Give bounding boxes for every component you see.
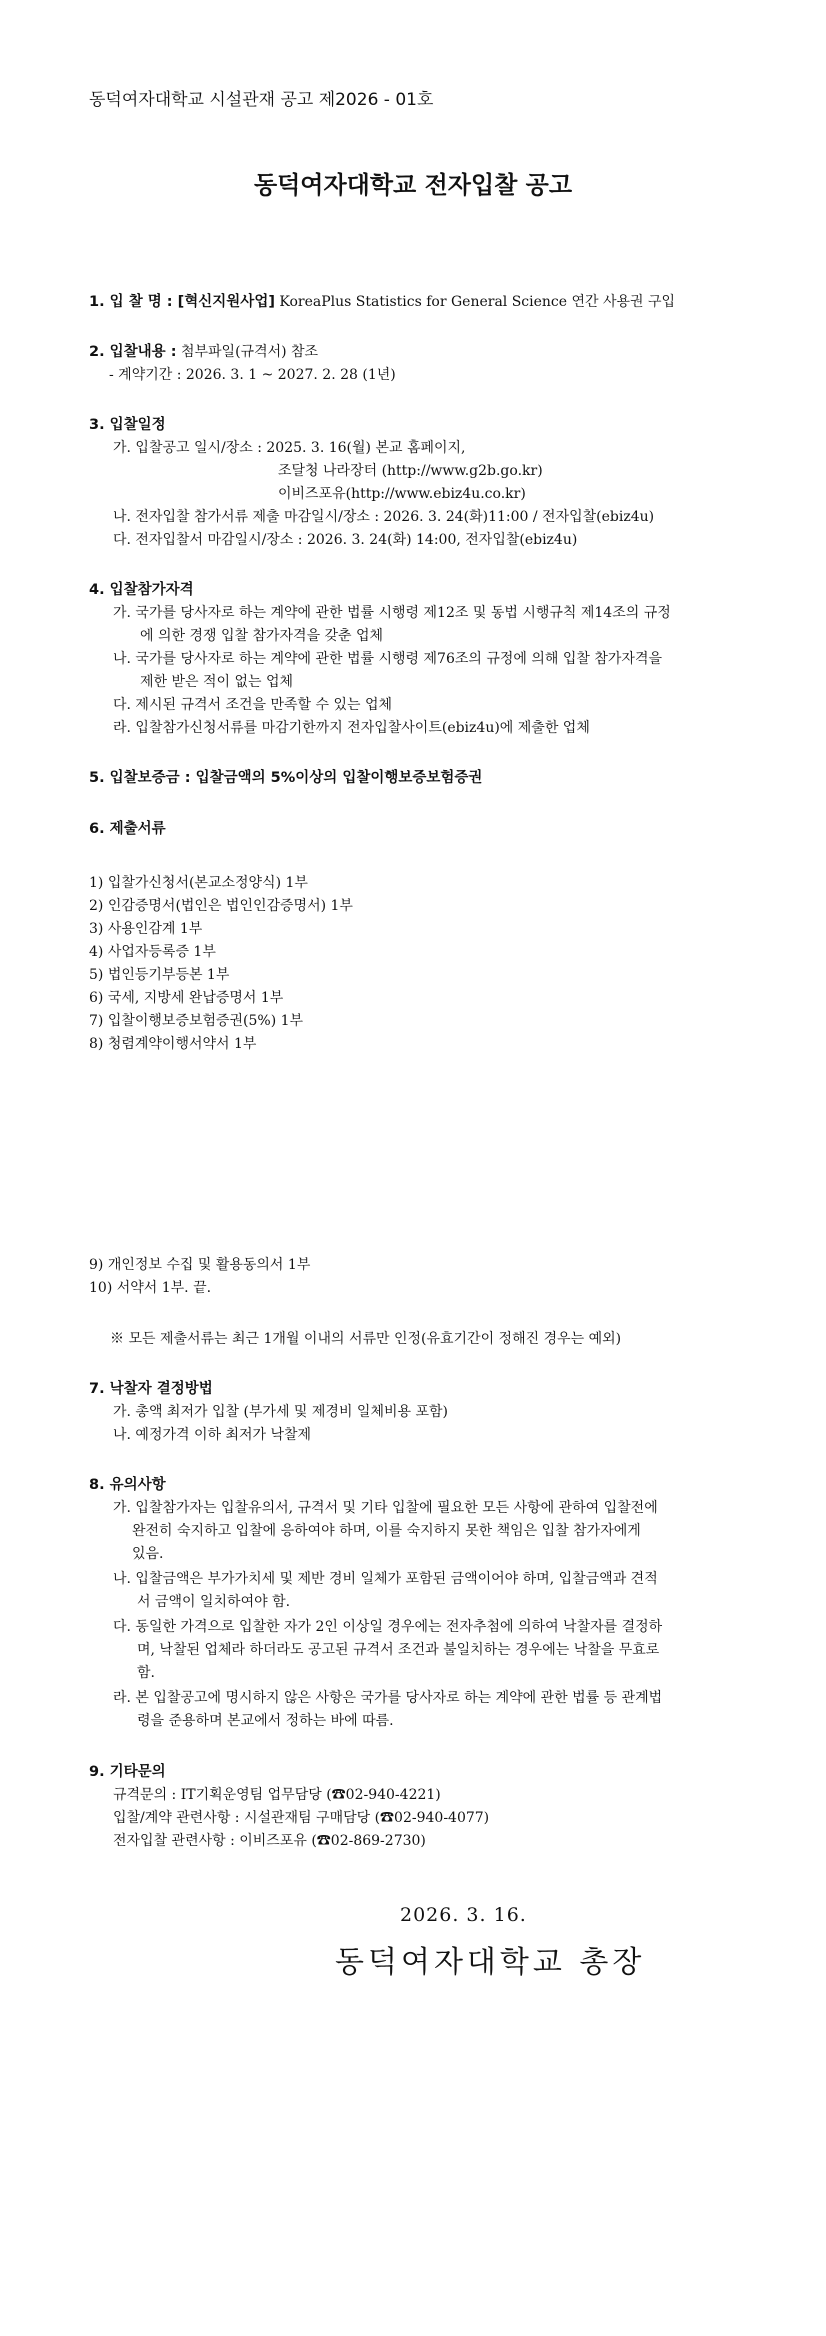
caution-item-c-cont: 며, 낙찰된 업체라 하더라도 공고된 규격서 조건과 불일치하는 경우에는 낙찰을 무효로	[137, 1642, 660, 1658]
qualification-item-c: 다. 제시된 규격서 조건을 만족할 수 있는 업체	[113, 697, 393, 713]
caution-item-b: 나. 입찰금액은 부가가치세 및 제반 경비 일체가 포함된 금액이어야 하며, 입찰금액과 견적	[113, 1571, 658, 1587]
section-7-heading: 7. 낙찰자 결정방법	[89, 1381, 213, 1397]
document-item: 9) 개인정보 수집 및 활용동의서 1부	[89, 1257, 311, 1273]
qualification-item-d: 라. 입찰참가신청서류를 마감기한까지 전자입찰사이트(ebiz4u)에 제출한 업체	[113, 720, 590, 736]
schedule-item-a: 가. 입찰공고 일시/장소 : 2025. 3. 16(월) 본교 홈페이지,	[113, 440, 466, 456]
contract-period: - 계약기간 : 2026. 3. 1 ~ 2027. 2. 28 (1년)	[109, 367, 396, 383]
qualification-item-a: 가. 국가를 당사자로 하는 계약에 관한 법률 시행령 제12조 및 동법 시행규칙 제14조의 규정	[113, 605, 671, 621]
schedule-item-a-g2b: 조달청 나라장터 (http://www.g2b.go.kr)	[278, 463, 543, 479]
document-item: 7) 입찰이행보증보험증권(5%) 1부	[89, 1013, 304, 1029]
schedule-item-c: 다. 전자입찰서 마감일시/장소 : 2026. 3. 24(화) 14:00, 전자입찰(ebiz4u)	[113, 532, 578, 548]
qualification-item-a-cont: 에 의한 경쟁 입찰 참가자격을 갖춘 업체	[140, 628, 384, 644]
section-1-text: KoreaPlus Statistics for General Science 연간 사용권 구입	[279, 294, 676, 310]
schedule-item-b: 나. 전자입찰 참가서류 제출 마감일시/장소 : 2026. 3. 24(화)11:00 / 전자입찰(ebiz4u)	[113, 509, 655, 525]
notice-date: 2026. 3. 16.	[400, 1904, 527, 1926]
caution-item-d-cont: 령을 준용하며 본교에서 정하는 바에 따름.	[137, 1713, 394, 1729]
page-title: 동덕여자대학교 전자입찰 공고	[253, 171, 573, 199]
caution-item-c-cont: 함.	[137, 1665, 155, 1681]
caution-item-c: 다. 동일한 가격으로 입찰한 자가 2인 이상일 경우에는 전자추첨에 의하여 낙찰자를 결정하	[113, 1619, 663, 1635]
caution-item-a-cont: 완전히 숙지하고 입찰에 응하여야 하며, 이를 숙지하지 못한 책임은 입찰 참가자에게	[132, 1523, 641, 1539]
document-item: 1) 입찰가신청서(본교소정양식) 1부	[89, 875, 308, 891]
contact-spec: 규격문의 : IT기획운영팀 업무담당 (☎02-940-4221)	[113, 1787, 441, 1803]
notice-number: 동덕여자대학교 시설관재 공고 제2026 - 01호	[89, 90, 434, 110]
caution-item-d: 라. 본 입찰공고에 명시하지 않은 사항은 국가를 당사자로 하는 계약에 관한 법률 등 관계법	[113, 1690, 663, 1706]
document-note: ※ 모든 제출서류는 최근 1개월 이내의 서류만 인정(유효기간이 정해진 경우는 예외)	[110, 1331, 622, 1347]
qualification-item-b-cont: 제한 받은 적이 없는 업체	[140, 674, 294, 690]
caution-item-b-cont: 서 금액이 일치하여야 함.	[137, 1594, 291, 1610]
section-5-heading: 5. 입찰보증금 : 입찰금액의 5%이상의 입찰이행보증보험증권	[89, 770, 483, 786]
section-9-heading: 9. 기타문의	[89, 1764, 166, 1780]
contact-e-bid: 전자입찰 관련사항 : 이비즈포유 (☎02-869-2730)	[113, 1833, 426, 1849]
contact-bid-contract: 입찰/계약 관련사항 : 시설관재팀 구매담당 (☎02-940-4077)	[113, 1810, 490, 1826]
section-2-text: 첨부파일(규격서) 참조	[180, 344, 319, 360]
section-8-heading: 8. 유의사항	[89, 1477, 166, 1493]
caution-item-a: 가. 입찰참가자는 입찰유의서, 규격서 및 기타 입찰에 필요한 모든 사항에 관하여 입찰전에	[113, 1500, 658, 1516]
document-item: 4) 사업자등록증 1부	[89, 944, 216, 960]
section-6-heading: 6. 제출서류	[89, 821, 166, 837]
section-2-heading: 2. 입찰내용 :	[89, 344, 177, 360]
section-2	[89, 343, 318, 361]
award-method-a: 가. 총액 최저가 입찰 (부가세 및 제경비 일체비용 포함)	[113, 1404, 448, 1420]
document-item: 3) 사용인감계 1부	[89, 921, 203, 937]
president-signature: 동덕여자대학교 총장	[335, 1945, 646, 1980]
document-item: 6) 국세, 지방세 완납증명서 1부	[89, 990, 284, 1006]
section-4-heading: 4. 입찰참가자격	[89, 582, 194, 598]
document-item: 10) 서약서 1부. 끝.	[89, 1280, 212, 1296]
document-item: 5) 법인등기부등본 1부	[89, 967, 230, 983]
section-3-heading: 3. 입찰일정	[89, 417, 166, 433]
document-item: 2) 인감증명서(법인은 법인인감증명서) 1부	[89, 898, 353, 914]
qualification-item-b: 나. 국가를 당사자로 하는 계약에 관한 법률 시행령 제76조의 규정에 의해 입찰 참가자격을	[113, 651, 663, 667]
caution-item-a-cont: 있음.	[132, 1546, 164, 1562]
award-method-b: 나. 예정가격 이하 최저가 낙찰제	[113, 1427, 312, 1443]
document-item: 8) 청렴계약이행서약서 1부	[89, 1036, 257, 1052]
schedule-item-a-ebiz4u: 이비즈포유(http://www.ebiz4u.co.kr)	[278, 486, 526, 502]
section-1	[89, 293, 675, 311]
section-1-heading: 1. 입 찰 명 : [혁신지원사업]	[89, 294, 275, 310]
